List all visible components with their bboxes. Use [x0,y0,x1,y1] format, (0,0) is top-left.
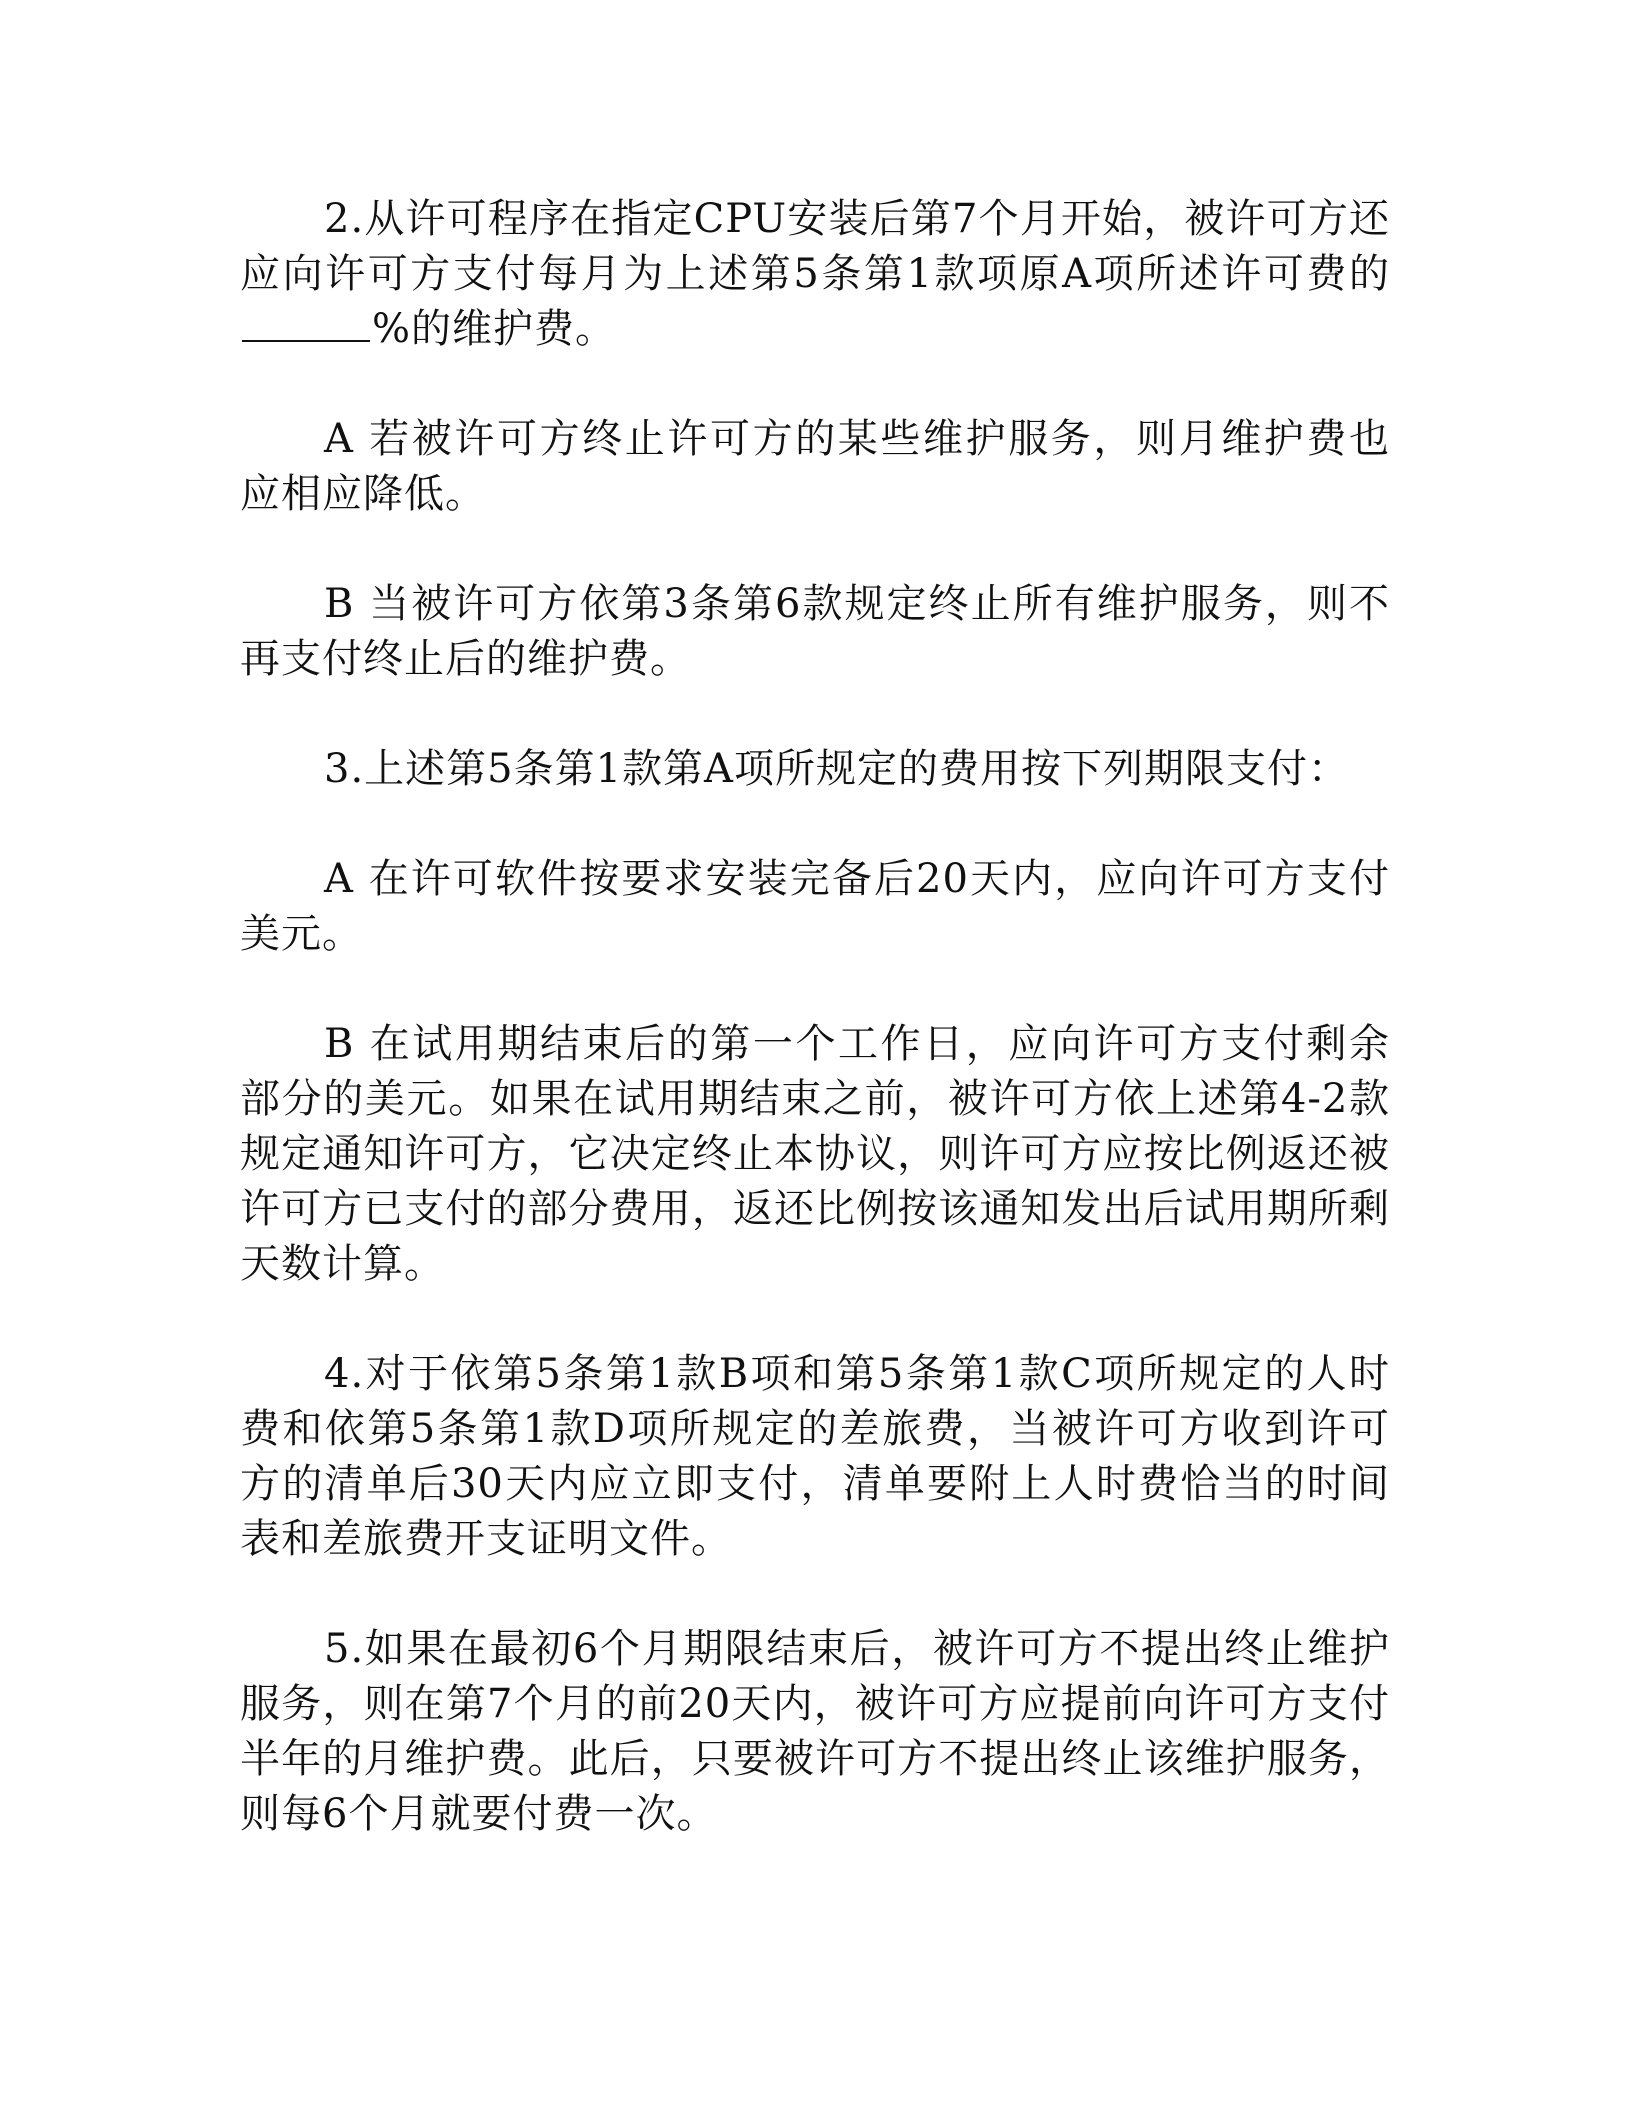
paragraph-text: %的维护费。 [372,306,617,352]
paragraph-text: B 当被许可方依第3条第6款规定终止所有维护服务，则不再支付终止后的维护费。 [240,581,1390,682]
paragraph-text: A 在许可软件按要求安装完备后20天内，应向许可方支付美元。 [240,856,1390,957]
paragraph-text: B 在试用期结束后的第一个工作日，应向许可方支付剩余部分的美元。如果在试用期结束之前，被许可方依上述第4-2款规定通知许可方，它决定终止本协议，则许可方应按比例返还被许可方已支付的部分费用，返还比例按该通知发出后试用期所剩天数计算。 [240,1021,1390,1287]
paragraph-text: A 若被许可方终止许可方的某些维护服务，则月维护费也应相应降低。 [240,416,1390,517]
paragraph-text: 2.从许可程序在指定CPU安装后第7个月开始，被许可方还应向许可方支付每月为上述第5条第1款项原A项所述许可费的 [240,196,1390,297]
paragraph-maintenance-fee [240,192,1390,357]
document-body [240,192,1390,1897]
paragraph-item-a-install [240,852,1390,962]
fill-in-blank [242,306,370,342]
paragraph-text: 5.如果在最初6个月期限结束后，被许可方不提出终止维护服务，则在第7个月的前20天内，被许可方应提前向许可方支付半年的月维护费。此后，只要被许可方不提出终止该维护服务，则每6个月就要付费一次。 [240,1626,1390,1837]
paragraph-item-a-reduce [240,412,1390,522]
paragraph-payment-terms [240,742,1390,797]
paragraph-item-b-trial [240,1017,1390,1292]
paragraph-item-b-terminate [240,577,1390,687]
paragraph-text: 3.上述第5条第1款第A项所规定的费用按下列期限支付： [324,746,1349,792]
paragraph-text: 4.对于依第5条第1款B项和第5条第1款C项所规定的人时费和依第5条第1款D项所规定的差旅费，当被许可方收到许可方的清单后30天内应立即支付，清单要附上人时费恰当的时间表和差旅费开支证明文件。 [240,1351,1390,1562]
paragraph-semiannual-payment [240,1622,1390,1842]
paragraph-hourly-travel-fees [240,1347,1390,1567]
